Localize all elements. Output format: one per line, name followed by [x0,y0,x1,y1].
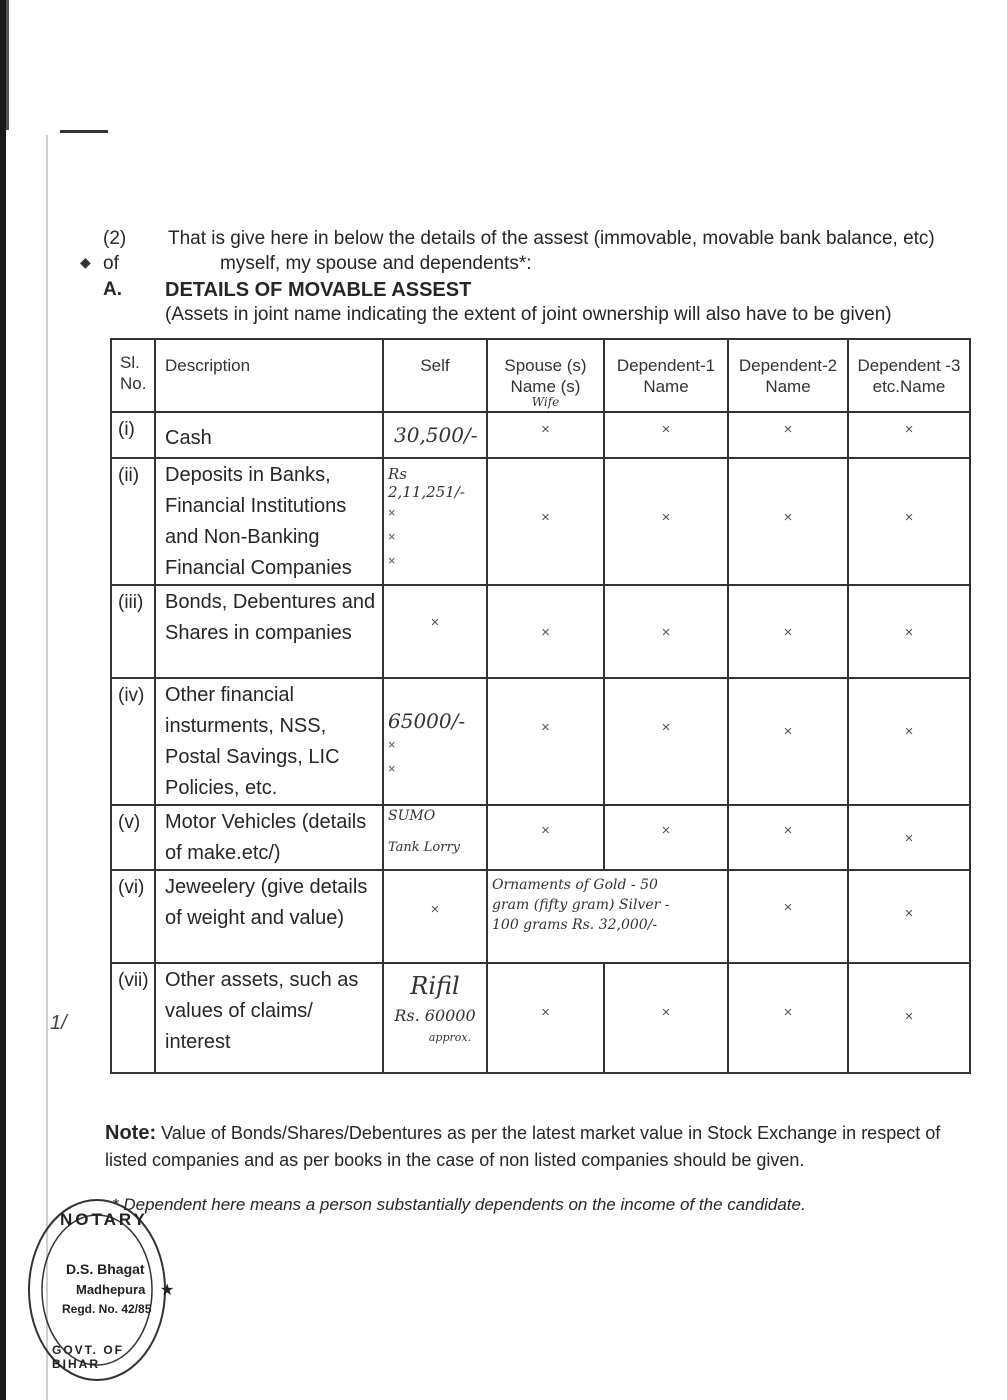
row-self-value [383,678,487,805]
cross-mark: × [541,624,550,641]
row-description: Jeweelery (give details of weight and value) [155,870,383,963]
dep3-cell [848,585,970,678]
row-number: (vii) [111,963,155,1073]
cross-mark: × [904,830,914,847]
table-row [111,412,970,458]
cross-mark: × [783,1004,793,1021]
dep2-cell [728,678,848,805]
dep2-cell [728,458,848,585]
dep1-cell [604,585,728,678]
notary-stamp [22,1195,175,1390]
cross-mark: × [783,822,793,839]
header-dependent-2: Dependent-2 Name [728,339,848,412]
cross-mark: × [783,899,793,916]
note-text: Value of Bonds/Shares/Debentures as per the latest market value in Stock Exchange in respect of listed companies and as per books in the case of non listed companies should be given. [105,1123,941,1170]
dep1-cell [604,458,728,585]
scan-edge-inner [6,0,9,130]
intro-of: of [103,253,119,274]
dep2-cell [728,870,848,963]
deposits-self: Rs 2,11,251/- [388,465,465,501]
jewellery-spouse-cell [487,870,728,963]
section-subtitle: (Assets in joint name indicating the extent of joint ownership will also have to be given) [165,304,892,325]
cross-mark: × [541,719,550,736]
cross-mark: × [541,421,550,438]
self-cell [383,585,487,678]
dep3-cell [848,870,970,963]
cross-mark: × [904,1008,914,1025]
spouse-cell [487,585,604,678]
dep1-cell [604,678,728,805]
stamp-reg: Regd. No. 42/85 [62,1302,152,1316]
financial-self: 65000/- [388,709,466,733]
margin-mark: 1/ [50,1012,67,1034]
table-row [111,805,970,870]
table-header-row [111,339,970,412]
jewellery-spouse-detail: Ornaments of Gold - 50 gram (fifty gram) Silver - 100 grams Rs. 32,000/- [492,877,670,933]
item-number: (2) [103,228,127,249]
row-number: (ii) [111,458,155,585]
dep2-cell [728,412,848,458]
tick-marks: × × × [388,505,396,568]
cross-mark: × [661,509,671,526]
stamp-name: D.S. Bhagat [66,1261,145,1277]
movable-assets-table [110,338,971,1074]
row-number: (vi) [111,870,155,963]
self-cell [383,870,487,963]
cross-mark: × [541,822,550,839]
cash-self: 30,500/- [394,423,478,447]
stamp-bottom: GOVT. OF BIHAR [52,1343,125,1371]
spouse-cell [487,458,604,585]
cross-mark: × [783,509,793,526]
dep3-cell [848,805,970,870]
svg-text:★: ★ [160,1280,175,1299]
cross-mark: × [541,509,550,526]
cross-mark: × [783,723,793,740]
cross-mark: × [904,421,914,438]
header-spouse-note: Wife [531,395,560,409]
cross-mark: × [430,614,440,631]
scan-edge [0,0,6,1400]
cross-mark: × [783,624,793,641]
note [105,1120,985,1174]
section-letter: A. [103,279,122,300]
dep1-cell [604,963,728,1073]
header-dependent-1: Dependent-1 Name [604,339,728,412]
table-row [111,963,970,1073]
cross-mark: × [661,624,671,641]
footnote: * Dependent here means a person substantially dependents on the income of the candidate. [112,1195,806,1214]
spouse-cell [487,963,604,1073]
cross-mark: × [904,624,914,641]
table-row [111,585,970,678]
spouse-cell [487,678,604,805]
row-description: Cash [155,412,383,458]
vehicle-self-2: Tank Lorry [388,840,461,855]
dep2-cell [728,805,848,870]
dep3-cell [848,963,970,1073]
cross-mark: × [661,1004,671,1021]
row-self-value [383,458,487,585]
row-description: Other financial insturments, NSS, Postal Savings, LIC Policies, etc. [155,678,383,805]
row-description: Motor Vehicles (details of make.etc/) [155,805,383,870]
row-number: (iv) [111,678,155,805]
row-self-value [383,963,487,1073]
other-self-2: Rs. 60000 [394,1006,476,1025]
tick-marks: × × [388,737,396,776]
header-sl-no: Sl. No. [111,339,155,412]
table-row [111,870,970,963]
row-description: Bonds, Debentures and Shares in companies [155,585,383,678]
cross-mark: × [904,509,914,526]
row-description: Deposits in Banks, Financial Institutions and Non-Banking Financial Companies [155,458,383,585]
dep3-cell [848,412,970,458]
header-self: Self [383,339,487,412]
dep3-cell [848,678,970,805]
dep1-cell [604,412,728,458]
header-spouse-label: Spouse (s) Name (s) [504,356,587,396]
cross-mark: × [904,723,914,740]
stamp-place: Madhepura [76,1282,146,1297]
intro-line-1: That is give here in below the details of the assest (immovable, movable bank balance, etc) [168,228,935,249]
other-self: Rifil [410,972,460,1000]
row-self-value [383,805,487,870]
vehicle-self: SUMO [388,808,436,824]
dep2-cell [728,585,848,678]
row-description: Other assets, such as values of claims/ interest [155,963,383,1073]
cross-mark: × [541,1004,550,1021]
header-dependent-3: Dependent -3 etc.Name [848,339,970,412]
header-description: Description [155,339,383,412]
spouse-cell [487,412,604,458]
table-row [111,458,970,585]
note-label: Note: [105,1122,157,1144]
dep2-cell [728,963,848,1073]
row-number: (i) [111,412,155,458]
row-number: (v) [111,805,155,870]
top-dash-mark [60,130,108,133]
spouse-cell [487,805,604,870]
row-number: (iii) [111,585,155,678]
cross-mark: × [783,421,793,438]
other-self-3: approx. [428,1031,472,1044]
cross-mark: × [661,719,671,736]
bullet-mark: ◆ [80,254,91,270]
table-row [111,678,970,805]
cross-mark: × [661,822,671,839]
dep3-cell [848,458,970,585]
stamp-top: NOTARY [60,1210,148,1229]
intro-line-2: myself, my spouse and dependents*: [220,253,532,274]
cross-mark: × [430,901,440,918]
cross-mark: × [661,421,671,438]
row-self-value [383,412,487,458]
cross-mark: × [904,905,914,922]
header-spouse [487,339,604,412]
section-title: DETAILS OF MOVABLE ASSEST [165,279,472,301]
dep1-cell [604,805,728,870]
